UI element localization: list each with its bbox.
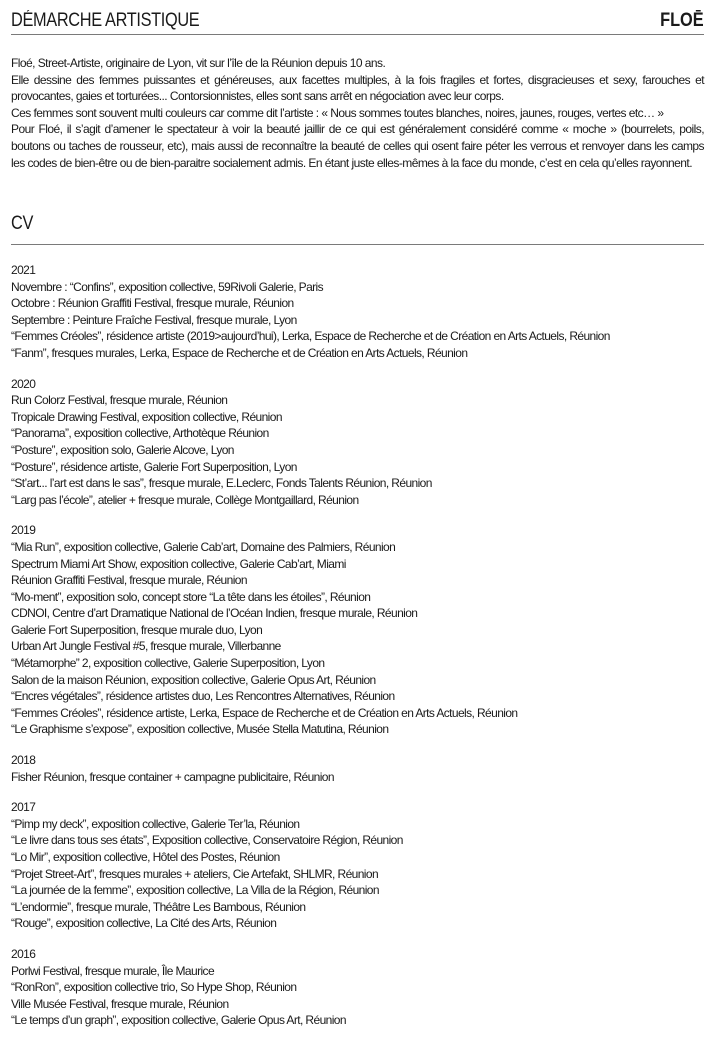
cv-year-section: [11, 799, 704, 932]
statement-paragraph: Elle dessine des femmes puissantes et généreuses, aux facettes multiples, à la fois fragiles et fortes, disgracieuses et sexy, farouches et provocantes, gaies et torturées... Contorsionnistes, elles sont sans arrêt en négociation avec leur corps.: [11, 72, 704, 104]
cv-year: 2018: [11, 753, 36, 768]
cv-entry: Salon de la maison Réunion, exposition collective, Galerie Opus Art, Réunion: [11, 672, 376, 687]
cv-entry: “Femmes Créoles”, résidence artiste, Lerka, Espace de Recherche et de Création en Arts Actuels, Réunion: [11, 705, 518, 720]
cv-entry: “Rouge”, exposition collective, La Cité des Arts, Réunion: [11, 916, 277, 931]
cv-entry: “Panorama”, exposition collective, Arthotèque Réunion: [11, 426, 269, 441]
cv-year-section: [11, 946, 704, 1029]
cv-entry: Galerie Fort Superposition, fresque murale duo, Lyon: [11, 622, 263, 637]
cv-entry: “Mia Run”, exposition collective, Galerie Cab’art, Domaine des Palmiers, Réunion: [11, 539, 396, 554]
cv-entry: Tropicale Drawing Festival, exposition collective, Réunion: [11, 409, 282, 424]
cv-entry: Octobre : Réunion Graffiti Festival, fresque murale, Réunion: [11, 296, 294, 311]
cv-entry: Urban Art Jungle Festival #5, fresque murale, Villerbanne: [11, 639, 281, 654]
cv-year-section: [11, 376, 704, 509]
cv-entry: “Le livre dans tous ses états”, Exposition collective, Conservatoire Région, Réunion: [11, 833, 403, 848]
page-header: [11, 10, 704, 35]
cv-entry: “Fanm”, fresques murales, Lerka, Espace de Recherche et de Création en Arts Actuels, Réunion: [11, 345, 468, 360]
cv-entry: “Le temps d’un graph”, exposition collective, Galerie Opus Art, Réunion: [11, 1013, 346, 1028]
statement-paragraph: Pour Floé, il s’agit d’amener le spectateur à voir la beauté jaillir de ce qui est généralement considéré comme « moche » (bourrelets, poils, boutons ou taches de rousseur, etc), mais aussi de reconnaître la beauté de celles qui osent faire péter les verrous et renvoyer dans les camps les codes de bien-être ou de bien-paraitre socialement admis. En étant juste elles-mêmes à la face du monde, c’est en cela qu’elles rayonnent.: [11, 122, 704, 170]
cv-entry: Novembre : “Confins”, exposition collective, 59Rivoli Galerie, Paris: [11, 279, 324, 294]
cv-entry: Septembre : Peinture Fraîche Festival, fresque murale, Lyon: [11, 312, 297, 327]
cv-year-section: [11, 752, 704, 785]
cv-entry: “Projet Street-Art”, fresques murales + ateliers, Cie Artefakt, SHLMR, Réunion: [11, 866, 379, 881]
page-title: DÉMARCHE ARTISTIQUE: [11, 10, 200, 31]
cv-entry: Fisher Réunion, fresque container + campagne publicitaire, Réunion: [11, 769, 334, 784]
cv-year-section: [11, 262, 704, 362]
cv-year: 2017: [11, 800, 36, 815]
cv-entry: “Mo-ment”, exposition solo, concept store “La tête dans les étoiles”, Réunion: [11, 589, 371, 604]
statement-paragraph: Ces femmes sont souvent multi couleurs car comme dit l’artiste : « Nous sommes toutes blanches, noires, jaunes, rouges, vertes etc… »: [11, 105, 664, 120]
statement-paragraph: Floé, Street-Artiste, originaire de Lyon, vit sur l’île de la Réunion depuis 10 ans.: [11, 56, 386, 70]
cv-entry: “La journée de la femme”, exposition collective, La Villa de la Région, Réunion: [11, 883, 379, 898]
cv-entry: “L’endormie”, fresque murale, Théâtre Les Bambous, Réunion: [11, 899, 306, 914]
cv-entry: Ville Musée Festival, fresque murale, Réunion: [11, 996, 229, 1011]
cv-entry: Spectrum Miami Art Show, exposition collective, Galerie Cab’art, Miami: [11, 556, 346, 571]
cv-entry: “Larg pas l’école”, atelier + fresque murale, Collège Montgaillard, Réunion: [11, 492, 359, 507]
cv-title: CV: [11, 213, 34, 234]
cv-entry: CDNOI, Centre d’art Dramatique National de l’Océan Indien, fresque murale, Réunion: [11, 606, 418, 621]
cv-entry: Porlwi Festival, fresque murale, Île Maurice: [11, 963, 215, 978]
cv-list: [11, 262, 704, 1043]
artistic-statement: [11, 55, 704, 171]
cv-entry: “Posture”, résidence artiste, Galerie Fort Superposition, Lyon: [11, 459, 297, 474]
cv-header: [11, 213, 704, 245]
cv-year-section: [11, 522, 704, 738]
cv-year: 2020: [11, 376, 36, 391]
cv-entry: Réunion Graffiti Festival, fresque murale, Réunion: [11, 573, 247, 588]
cv-year: 2021: [11, 263, 36, 277]
artist-name: FLOĒ: [660, 10, 704, 31]
cv-entry: “St’art... l’art est dans le sas”, fresque murale, E.Leclerc, Fonds Talents Réunion, Réunion: [11, 476, 432, 491]
cv-entry: “Lo Mir”, exposition collective, Hôtel des Postes, Réunion: [11, 850, 280, 864]
cv-entry: Run Colorz Festival, fresque murale, Réunion: [11, 393, 228, 408]
cv-entry: “Le Graphisme s’expose”, exposition collective, Musée Stella Matutina, Réunion: [11, 722, 389, 737]
cv-entry: “Métamorphe” 2, exposition collective, Galerie Superposition, Lyon: [11, 656, 325, 671]
cv-entry: “Posture”, exposition solo, Galerie Alcove, Lyon: [11, 442, 234, 457]
cv-entry: “RonRon”, exposition collective trio, So Hype Shop, Réunion: [11, 980, 297, 995]
cv-entry: “Femmes Créoles”, résidence artiste (2019>aujourd’hui), Lerka, Espace de Recherche et de Création en Arts Actuels, Réunion: [11, 329, 610, 344]
cv-year: 2016: [11, 946, 36, 961]
cv-year: 2019: [11, 523, 36, 538]
cv-entry: “Encres végétales”, résidence artistes duo, Les Rencontres Alternatives, Réunion: [11, 689, 395, 704]
cv-entry: “Pimp my deck”, exposition collective, Galerie Ter’la, Réunion: [11, 816, 300, 831]
